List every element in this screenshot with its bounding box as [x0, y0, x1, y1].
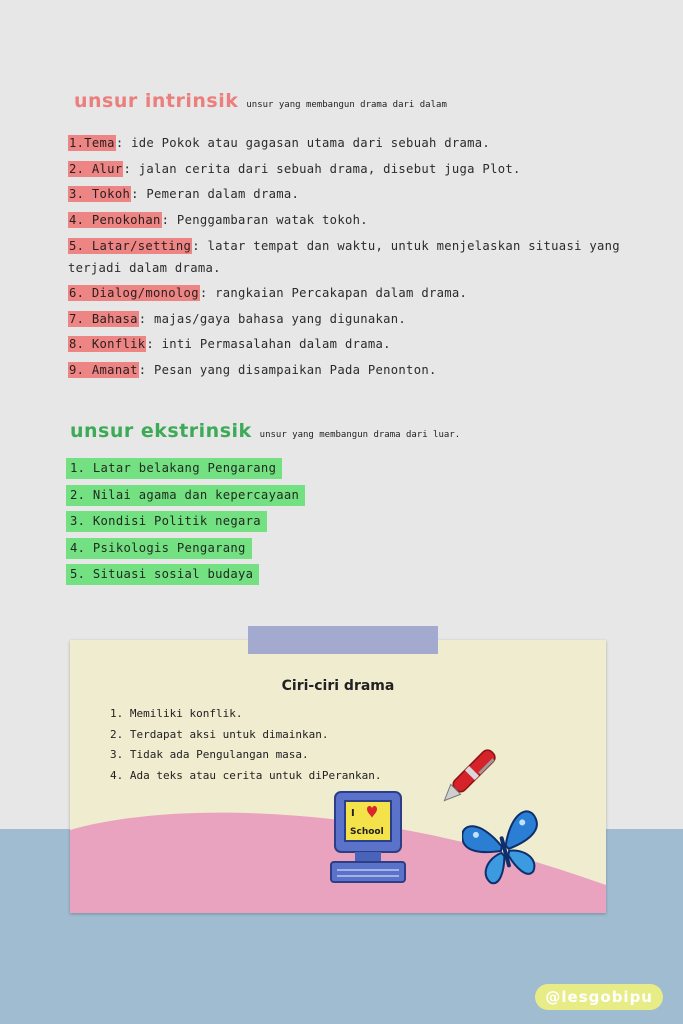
- intrinsic-desc: : latar tempat dan waktu, untuk menjelaskan situasi yang terjadi dalam drama.: [68, 239, 620, 275]
- extrinsic-item: 1. Latar belakang Pengarang: [66, 458, 282, 479]
- card-title: Ciri-ciri drama: [281, 678, 395, 694]
- extrinsic-list: [66, 456, 305, 589]
- tape-strip: [248, 626, 438, 654]
- list-item: [68, 210, 628, 232]
- sticker-text-school: School: [350, 827, 384, 837]
- ciri-ciri-card: [70, 640, 606, 913]
- list-item: [68, 360, 628, 382]
- intrinsic-term: 5. Latar/setting: [69, 239, 192, 253]
- list-item: [66, 536, 305, 557]
- list-item: 1. Memiliki konflik.: [110, 707, 243, 720]
- intrinsic-list: [68, 133, 628, 385]
- intrinsic-term: 1.Tema: [69, 136, 115, 150]
- intrinsic-desc: : rangkaian Percakapan dalam drama.: [199, 286, 468, 300]
- intrinsic-desc: : Pesan yang disampaikan Pada Penonton.: [138, 362, 437, 377]
- intrinsic-title: unsur intrinsik: [74, 90, 239, 112]
- intrinsic-term: 7. Bahasa: [69, 311, 138, 326]
- extrinsic-item: 2. Nilai agama dan kepercayaan: [66, 485, 305, 506]
- list-item: 4. Ada teks atau cerita untuk diPerankan.: [110, 768, 382, 782]
- list-item: [68, 309, 628, 331]
- list-item: [66, 483, 305, 504]
- intrinsic-desc: : Pemeran dalam drama.: [131, 187, 300, 201]
- intrinsic-desc: : inti Permasalahan dalam drama.: [146, 337, 391, 351]
- extrinsic-item: 3. Kondisi Politik negara: [66, 511, 267, 532]
- card-list: [110, 704, 382, 786]
- butterfly-icon: [462, 808, 546, 886]
- extrinsic-heading: [70, 420, 460, 442]
- intrinsic-term: 6. Dialog/monolog: [69, 286, 199, 300]
- list-item: [66, 456, 305, 477]
- intrinsic-term: 8. Konflik: [69, 337, 146, 351]
- extrinsic-item: 5. Situasi sosial budaya: [66, 564, 259, 585]
- intrinsic-term: 3. Tokoh: [69, 187, 131, 201]
- intrinsic-term: 9. Amanat: [69, 362, 138, 377]
- intrinsic-heading: [74, 90, 447, 112]
- intrinsic-desc: : majas/gaya bahasa yang digunakan.: [138, 311, 407, 326]
- intrinsic-desc: : jalan cerita dari sebuah drama, disebut juga Plot.: [123, 161, 521, 176]
- pen-icon: [432, 740, 502, 816]
- sticker-text-i: I: [351, 808, 355, 819]
- list-item: [68, 133, 628, 155]
- list-item: [68, 159, 628, 181]
- intrinsic-subtitle: unsur yang membangun drama dari dalam: [246, 100, 447, 110]
- list-item: 2. Terdapat aksi untuk dimainkan.: [110, 727, 329, 741]
- list-item: [68, 283, 628, 305]
- extrinsic-title: unsur ekstrinsik: [70, 420, 252, 442]
- intrinsic-desc: : ide Pokok atau gagasan utama dari sebuah drama.: [115, 136, 491, 150]
- list-item: [68, 184, 628, 206]
- list-item: [66, 562, 305, 583]
- social-handle-badge: @lesgobipu: [535, 984, 663, 1010]
- computer-sticker-icon: [325, 788, 415, 888]
- extrinsic-item: 4. Psikologis Pengarang: [66, 538, 252, 559]
- list-item: 3. Tidak ada Pengulangan masa.: [110, 748, 309, 761]
- extrinsic-subtitle: unsur yang membangun drama dari luar.: [259, 430, 461, 440]
- intrinsic-term: 2. Alur: [69, 161, 123, 176]
- list-item: [66, 509, 305, 530]
- intrinsic-desc: : Penggambaran watak tokoh.: [161, 212, 368, 227]
- list-item: [68, 334, 628, 356]
- list-item: [68, 235, 628, 279]
- intrinsic-term: 4. Penokohan: [69, 212, 161, 227]
